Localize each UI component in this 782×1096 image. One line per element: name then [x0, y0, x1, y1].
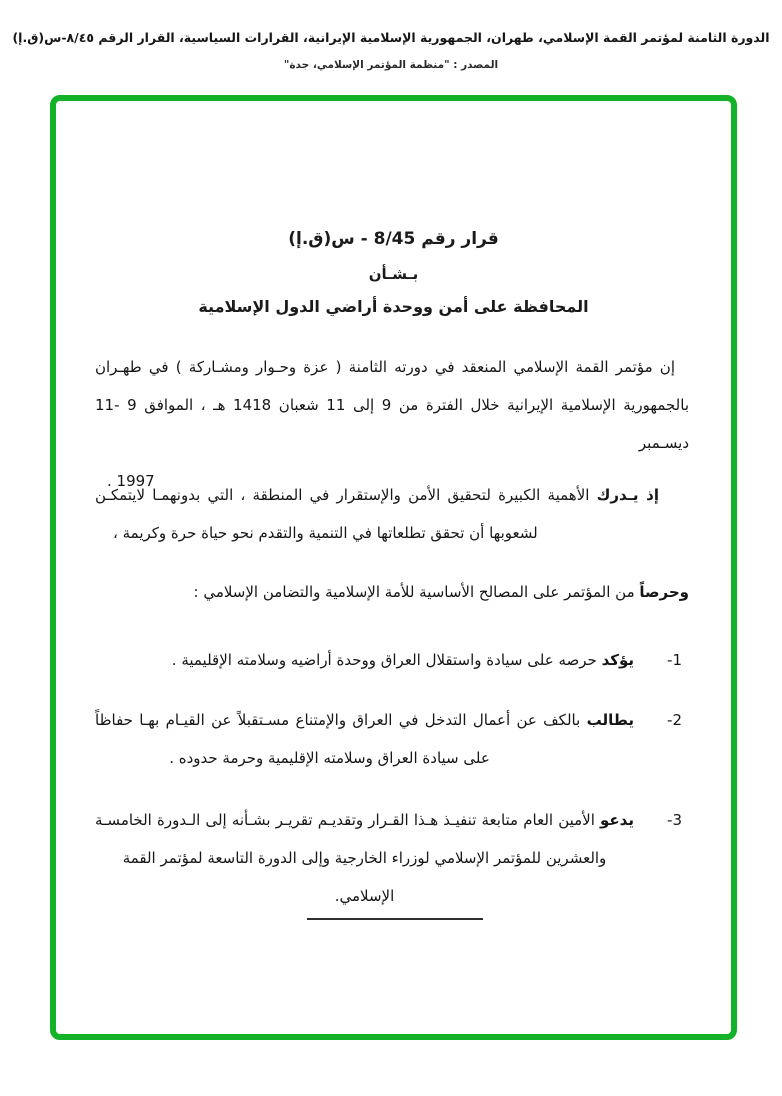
item-number: 3-	[667, 811, 682, 829]
paragraph-line	[95, 573, 689, 611]
document-source-line: المصدر : "منظمة المؤتمر الإسلامي، جدة"	[283, 59, 499, 71]
preamble-keenness-paragraph	[95, 573, 689, 611]
item-text-span: بالكف عن أعمال التدخل في العراق والإمتناع مسـتقبلاً عن القيـام بهـا حفاظاً	[95, 711, 581, 729]
resolution-green-frame	[50, 95, 737, 1040]
item-text	[95, 701, 634, 777]
paragraph-lead-word: إذ يـدرك	[596, 486, 659, 504]
item-line	[95, 801, 634, 839]
paragraph-line: إن مؤتمر القمة الإسلامي المنعقد في دورته الثامنة ( عزة وحـوار ومشـاركة ) في طهـران	[95, 358, 675, 376]
item-line	[95, 701, 634, 739]
operative-item-1	[95, 641, 682, 679]
paragraph-lead-word: وحرصاً	[639, 583, 689, 601]
operative-item-2	[95, 701, 682, 777]
preamble-recognizing-paragraph	[95, 476, 689, 552]
item-number: 1-	[667, 651, 682, 669]
paragraph-line: لشعوبها أن تحقق تطلعاتها في التنمية والتقدم نحو حياة حرة وكريمة ،	[113, 524, 538, 542]
closing-divider-line	[307, 918, 483, 920]
item-text-span: الأمين العام متابعة تنفيـذ هـذا القـرار وتقديـم تقريـر بشـأنه إلى الـدورة الخامسـة	[95, 811, 595, 829]
paragraph-text: الأهمية الكبيرة لتحقيق الأمن والإستقرار في المنطقة ، التي بدونهمـا لايتمكـن	[95, 486, 590, 504]
item-number: 2-	[667, 711, 682, 729]
operative-item-3	[95, 801, 682, 915]
paragraph-line: 1997 .	[107, 472, 155, 490]
subject-title: المحافظة على أمن ووحدة أراضي الدول الإسلامية	[198, 297, 589, 316]
item-line: على سيادة العراق وسلامته الإقليمية وحرمة حدوده .	[169, 749, 490, 767]
item-line	[95, 641, 634, 679]
subject-label: بـشـأن	[368, 265, 419, 283]
resolution-body	[56, 101, 731, 1034]
item-text	[95, 641, 634, 679]
item-lead-word: يدعو	[600, 811, 634, 829]
item-lead-word: يؤكد	[601, 651, 634, 669]
document-citation-line: الدورة الثامنة لمؤتمر القمة الإسلامي، طهران، الجمهورية الإسلامية الإيرانية، القرارات السياسية، القرار الرقم ٨/٤٥-س(ق.إ)	[12, 30, 770, 45]
item-lead-word: يطالب	[586, 711, 634, 729]
item-line: والعشرين للمؤتمر الإسلامي لوزراء الخارجية وإلى الدورة التاسعة لمؤتمر القمة الإسلامي.	[122, 849, 607, 905]
item-text-span: حرصه على سيادة واستقلال العراق ووحدة أراضيه وسلامته الإقليمية .	[171, 651, 597, 669]
paragraph-line: بالجمهورية الإسلامية الإيرانية خلال الفترة من 9 إلى 11 شعبان 1418 هـ ، الموافق 9 -11 ديسـمبر	[95, 396, 689, 452]
resolution-number-title: قرار رقم 8/45 - س(ق.إ)	[288, 229, 499, 249]
paragraph-text: من المؤتمر على المصالح الأساسية للأمة الإسلامية والتضامن الإسلامي :	[193, 583, 635, 601]
item-text	[95, 801, 634, 915]
paragraph-line	[95, 476, 689, 514]
